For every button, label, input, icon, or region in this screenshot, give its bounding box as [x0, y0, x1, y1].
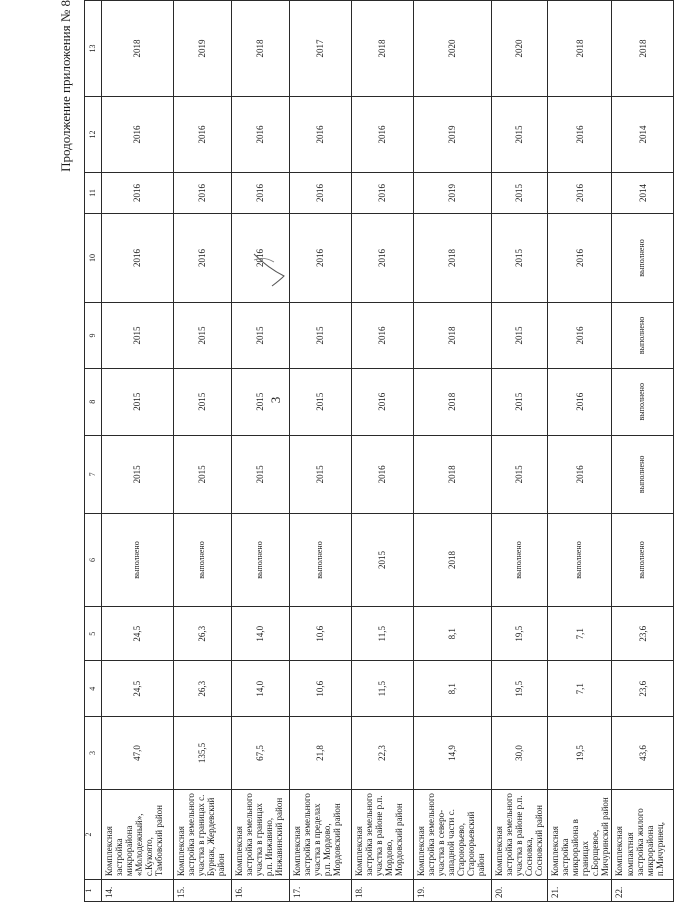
- value-cell: 2015: [232, 435, 290, 513]
- value-cell: 22,3: [352, 717, 414, 790]
- value-cell: 2016: [352, 96, 414, 172]
- value-cell: 2016: [232, 173, 290, 214]
- value-cell: 2016: [352, 303, 414, 368]
- value-cell: 2016: [174, 173, 232, 214]
- value-cell: 2015: [492, 303, 548, 368]
- value-cell: 14,9: [414, 717, 492, 790]
- value-cell: 8,1: [414, 661, 492, 717]
- value-cell: 47,0: [102, 717, 174, 790]
- value-cell: 2016: [290, 96, 352, 172]
- value-cell: 2016: [290, 213, 352, 303]
- value-cell: выполнено: [232, 513, 290, 606]
- value-cell: 2018: [102, 1, 174, 97]
- table-row: [414, 1, 492, 902]
- header-cell: 2: [85, 789, 102, 879]
- value-cell: выполнено: [548, 513, 612, 606]
- value-cell: 2015: [232, 368, 290, 435]
- value-cell: 2018: [414, 303, 492, 368]
- value-cell: 2016: [174, 96, 232, 172]
- value-cell: 2015: [352, 513, 414, 606]
- value-cell: 26,3: [174, 607, 232, 661]
- value-cell: 7,1: [548, 661, 612, 717]
- value-cell: 2016: [232, 213, 290, 303]
- value-cell: 2017: [290, 1, 352, 97]
- page-number: 3: [268, 396, 283, 404]
- header-cell: 13: [85, 1, 102, 97]
- object-name-cell: Комплексная застройка земельного участка в границах р.п. Инжавино, Инжавинский район: [232, 789, 290, 879]
- value-cell: 2016: [352, 173, 414, 214]
- row-number-cell: 20.: [492, 880, 548, 902]
- value-cell: 23,6: [612, 661, 674, 717]
- value-cell: 8,1: [414, 607, 492, 661]
- value-cell: 30,0: [492, 717, 548, 790]
- value-cell: 135,5: [174, 717, 232, 790]
- value-cell: 2016: [232, 96, 290, 172]
- value-cell: 2016: [102, 96, 174, 172]
- value-cell: 2018: [612, 1, 674, 97]
- header-cell: 9: [85, 303, 102, 368]
- value-cell: 11,5: [352, 607, 414, 661]
- header-cell: 1: [85, 880, 102, 902]
- table-row: [352, 1, 414, 902]
- object-name-cell: Комплексная застройка земельного участка в северо-западной части с. Староюрьево, Староюрьевский район: [414, 789, 492, 879]
- value-cell: 2016: [352, 368, 414, 435]
- value-cell: 2018: [414, 513, 492, 606]
- value-cell: 14,0: [232, 661, 290, 717]
- object-name-cell: Комплексная застройка земельного участка в районе р.п. Мордово, Мордовский район: [352, 789, 414, 879]
- value-cell: 2018: [352, 1, 414, 97]
- value-cell: 2015: [290, 435, 352, 513]
- object-name-cell: Комплексная застройка микрорайона «Молодежный», с.Кукоято, Тамбовский район: [102, 789, 174, 879]
- value-cell: 2015: [492, 173, 548, 214]
- row-number-cell: 21.: [548, 880, 612, 902]
- value-cell: 2015: [174, 303, 232, 368]
- header-cell: 10: [85, 213, 102, 303]
- object-name-cell: Комплексная застройка земельного участка в пределах р.п. Мордово, Мордовский район: [290, 789, 352, 879]
- value-cell: выполнено: [174, 513, 232, 606]
- handwritten-check-mark: [250, 250, 290, 290]
- value-cell: 2016: [548, 213, 612, 303]
- value-cell: 11,5: [352, 661, 414, 717]
- value-cell: выполнено: [102, 513, 174, 606]
- value-cell: 2020: [492, 1, 548, 97]
- value-cell: 2018: [548, 1, 612, 97]
- value-cell: выполнено: [492, 513, 548, 606]
- object-name-cell: Комплексная застройка микрорайона в границах с.Борщевое, Мичуринский район: [548, 789, 612, 879]
- value-cell: 2015: [290, 303, 352, 368]
- table-row: [612, 1, 674, 902]
- value-cell: 2019: [414, 173, 492, 214]
- value-cell: 2014: [612, 173, 674, 214]
- row-number-cell: 18.: [352, 880, 414, 902]
- table-row: [232, 1, 290, 902]
- table-row: [492, 1, 548, 902]
- value-cell: 2015: [102, 435, 174, 513]
- value-cell: 2016: [548, 368, 612, 435]
- table-row: [290, 1, 352, 902]
- header-cell: 7: [85, 435, 102, 513]
- schedule-table: [84, 0, 674, 902]
- value-cell: 7,1: [548, 607, 612, 661]
- value-cell: 2016: [352, 435, 414, 513]
- value-cell: 2016: [548, 435, 612, 513]
- value-cell: 2016: [548, 173, 612, 214]
- table-row: [548, 1, 612, 902]
- value-cell: 19,5: [548, 717, 612, 790]
- value-cell: 26,3: [174, 661, 232, 717]
- value-cell: 2016: [102, 173, 174, 214]
- object-name-cell: Комплексная застройка земельного участка в районе р.п. Сосновка, Сосновский район: [492, 789, 548, 879]
- value-cell: 2016: [102, 213, 174, 303]
- value-cell: выполнено: [612, 368, 674, 435]
- value-cell: 2015: [492, 368, 548, 435]
- header-cell: 3: [85, 717, 102, 790]
- value-cell: выполнено: [612, 435, 674, 513]
- value-cell: выполнено: [290, 513, 352, 606]
- row-number-cell: 19.: [414, 880, 492, 902]
- value-cell: 2016: [290, 173, 352, 214]
- value-cell: 2015: [492, 435, 548, 513]
- value-cell: 2015: [102, 303, 174, 368]
- header-cell: 12: [85, 96, 102, 172]
- row-number-cell: 17.: [290, 880, 352, 902]
- appendix-caption: Продолжение приложения № 8: [58, 0, 73, 172]
- value-cell: 24,5: [102, 607, 174, 661]
- row-number-cell: 22.: [612, 880, 674, 902]
- value-cell: выполнено: [612, 513, 674, 606]
- header-cell: 6: [85, 513, 102, 606]
- object-name-cell: Комплексная компактная застройка жилого микрорайона п.Мичуринец,: [612, 789, 674, 879]
- table-row: [102, 1, 174, 902]
- value-cell: 2015: [492, 213, 548, 303]
- value-cell: 10,6: [290, 661, 352, 717]
- value-cell: 23,6: [612, 607, 674, 661]
- value-cell: 2014: [612, 96, 674, 172]
- value-cell: 2015: [174, 435, 232, 513]
- value-cell: 2016: [548, 303, 612, 368]
- value-cell: 2015: [290, 368, 352, 435]
- table-body: [85, 1, 674, 902]
- value-cell: выполнено: [612, 303, 674, 368]
- row-number-cell: 15.: [174, 880, 232, 902]
- value-cell: 2018: [232, 1, 290, 97]
- value-cell: 2018: [414, 213, 492, 303]
- header-cell: 8: [85, 368, 102, 435]
- value-cell: выполнено: [612, 213, 674, 303]
- value-cell: 2018: [414, 368, 492, 435]
- row-number-cell: 14.: [102, 880, 174, 902]
- value-cell: 24,5: [102, 661, 174, 717]
- value-cell: 2016: [174, 213, 232, 303]
- value-cell: 21,8: [290, 717, 352, 790]
- row-number-cell: 16.: [232, 880, 290, 902]
- header-cell: 4: [85, 661, 102, 717]
- value-cell: 14,0: [232, 607, 290, 661]
- object-name-cell: Комплексная застройка земельного участка в границах с. Бурнак, Жердевский район: [174, 789, 232, 879]
- header-cell: 11: [85, 173, 102, 214]
- value-cell: 2015: [174, 368, 232, 435]
- value-cell: 43,6: [612, 717, 674, 790]
- value-cell: 2018: [414, 435, 492, 513]
- table-header-row: [85, 1, 102, 902]
- value-cell: 19,5: [492, 661, 548, 717]
- value-cell: 2016: [548, 96, 612, 172]
- value-cell: 2019: [414, 96, 492, 172]
- value-cell: 10,6: [290, 607, 352, 661]
- value-cell: 67,5: [232, 717, 290, 790]
- table-row: [174, 1, 232, 902]
- value-cell: 2019: [174, 1, 232, 97]
- value-cell: 2015: [232, 303, 290, 368]
- value-cell: 19,5: [492, 607, 548, 661]
- value-cell: 2020: [414, 1, 492, 97]
- value-cell: 2016: [352, 213, 414, 303]
- header-cell: 5: [85, 607, 102, 661]
- value-cell: 2015: [492, 96, 548, 172]
- value-cell: 2015: [102, 368, 174, 435]
